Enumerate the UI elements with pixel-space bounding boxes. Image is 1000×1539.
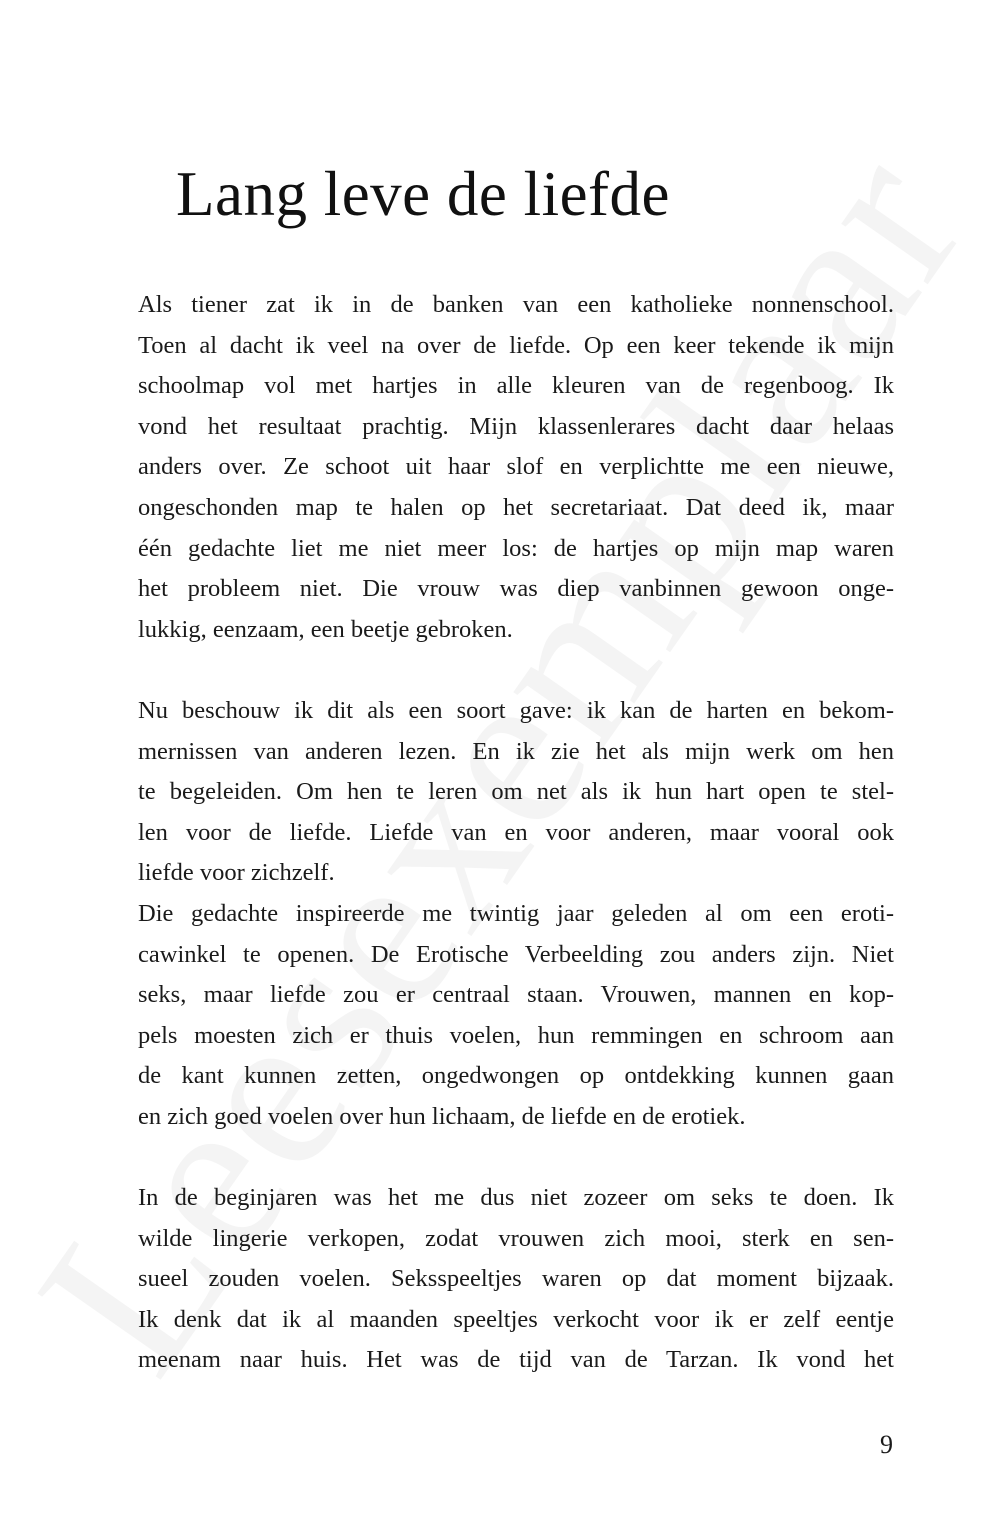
text-line: ongeschonden map te halen op het secretariaat. Dat deed ik, maar xyxy=(138,493,894,521)
body-text xyxy=(138,285,894,1381)
page-number: 9 xyxy=(880,1430,893,1459)
text-line: één gedachte liet me niet meer los: de hartjes op mijn map waren xyxy=(138,534,894,562)
text-line: vond het resultaat prachtig. Mijn klassenlerares dacht daar helaas xyxy=(138,412,894,440)
text-line: wilde lingerie verkopen, zodat vrouwen zich mooi, sterk en sen- xyxy=(138,1224,894,1252)
text-line: Toen al dacht ik veel na over de liefde. Op een keer tekende ik mijn xyxy=(138,331,894,359)
paragraph-spacer xyxy=(138,1137,894,1178)
text-line: len voor de liefde. Liefde van en voor anderen, maar vooral ook xyxy=(138,818,894,846)
text-line: pels moesten zich er thuis voelen, hun remmingen en schroom aan xyxy=(138,1021,894,1049)
text-line: Ik denk dat ik al maanden speeltjes verkocht voor ik er zelf eentje xyxy=(138,1305,894,1333)
text-line: Die gedachte inspireerde me twintig jaar geleden al om een eroti- xyxy=(138,899,894,927)
paragraph xyxy=(138,691,894,1138)
text-line: de kant kunnen zetten, ongedwongen op ontdekking kunnen gaan xyxy=(138,1062,894,1090)
text-line: sueel zouden voelen. Seksspeeltjes waren op dat moment bijzaak. xyxy=(138,1265,894,1293)
chapter-title: Lang leve de liefde xyxy=(176,159,670,229)
text-line: cawinkel te openen. De Erotische Verbeelding zou anders zijn. Niet xyxy=(138,940,894,968)
paragraph-spacer xyxy=(138,650,894,691)
paragraph xyxy=(138,1178,894,1381)
text-line: liefde voor zichzelf. xyxy=(138,859,335,887)
text-line: te begeleiden. Om hen te leren om net als ik hun hart open te stel- xyxy=(138,778,894,806)
paragraph xyxy=(138,285,894,650)
text-line: schoolmap vol met hartjes in alle kleuren van de regenboog. Ik xyxy=(138,372,894,400)
text-line: meenam naar huis. Het was de tijd van de Tarzan. Ik vond het xyxy=(138,1346,894,1374)
text-line: Als tiener zat ik in de banken van een katholieke nonnenschool. xyxy=(138,291,894,318)
text-line: In de beginjaren was het me dus niet zozeer om seks te doen. Ik xyxy=(138,1184,894,1212)
text-line: seks, maar liefde zou er centraal staan. Vrouwen, mannen en kop- xyxy=(138,981,894,1009)
text-line: mernissen van anderen lezen. En ik zie het als mijn werk om hen xyxy=(138,737,894,765)
text-line: het probleem niet. Die vrouw was diep vanbinnen gewoon onge- xyxy=(138,575,894,603)
text-line: lukkig, eenzaam, een beetje gebroken. xyxy=(138,615,513,643)
text-line: en zich goed voelen over hun lichaam, de liefde en de erotiek. xyxy=(138,1102,746,1130)
text-line: anders over. Ze schoot uit haar slof en verplichtte me een nieuwe, xyxy=(138,453,894,481)
text-line: Nu beschouw ik dit als een soort gave: ik kan de harten en bekom- xyxy=(138,696,894,724)
